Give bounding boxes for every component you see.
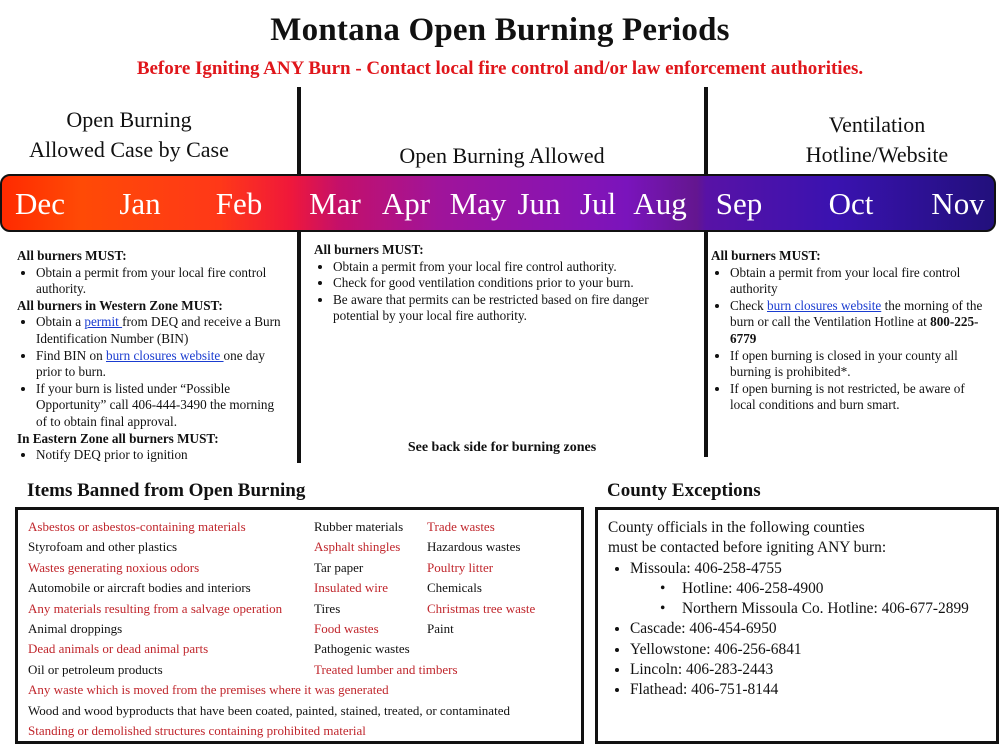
- right-bullet-check-website: • Check burn closures website the morning of the burn or call the Ventilation Hotline at 800-225-6779: [730, 298, 993, 348]
- burn-closures-link-right[interactable]: burn closures website: [767, 297, 882, 313]
- county-intro-line2: must be contacted before igniting ANY burn:: [608, 539, 887, 557]
- month-dec: Dec: [15, 186, 65, 221]
- county-intro-line1: County officials in the following counties: [608, 519, 865, 536]
- back-side-note: See back side for burning zones: [407, 440, 597, 455]
- banned-item: Chemicals: [427, 580, 482, 595]
- county-flathead: • Flathead: 406-751-8144: [630, 680, 1000, 700]
- middle-column: [314, 242, 694, 325]
- period-ventilation-heading: [752, 110, 1000, 170]
- month-oct: Oct: [828, 186, 874, 221]
- banned-item: Rubber materials: [314, 519, 404, 534]
- banned-item: Tar paper: [314, 560, 364, 575]
- page-subtitle: Before Igniting ANY Burn - Contact local fire control and/or law enforcement authorities.: [136, 58, 864, 79]
- left-column: [17, 248, 285, 464]
- left-bullet-permit: • Obtain a permit from your local fire control authority.: [36, 265, 285, 298]
- banned-item: Christmas tree waste: [427, 601, 536, 616]
- page-title: Montana Open Burning Periods: [270, 12, 730, 48]
- left-bullet-notify-deq: • Notify DEQ prior to ignition: [36, 447, 285, 464]
- county-exceptions-box: [595, 507, 999, 744]
- right-bullet-permit: • Obtain a permit from your local fire control authority: [730, 265, 993, 298]
- county-exceptions-content: [608, 518, 1000, 701]
- middle-bullet-restrictions: • Be aware that permits can be restricted based on fire danger potential by your local fire authority.: [333, 292, 694, 325]
- banned-item: Animal droppings: [28, 621, 123, 636]
- month-jun: Jun: [517, 186, 561, 221]
- month-sep: Sep: [715, 186, 763, 221]
- divider-line-left: [297, 87, 301, 463]
- banned-item: Pathogenic wastes: [314, 641, 410, 656]
- period-ventilation-line1: Ventilation: [828, 112, 926, 137]
- month-feb: Feb: [215, 186, 263, 221]
- banned-item: Insulated wire: [314, 580, 389, 595]
- right-column: [711, 248, 993, 414]
- divider-line-right: [704, 87, 708, 457]
- banned-item: Any waste which is moved from the premises where it was generated: [28, 682, 389, 697]
- left-heading-eastern-zone: In Eastern Zone all burners MUST:: [17, 430, 219, 446]
- banned-item: Tires: [314, 601, 341, 616]
- county-yellowstone: • Yellowstone: 406-256-6841: [630, 640, 1000, 660]
- middle-heading-all-burners: All burners MUST:: [314, 242, 424, 257]
- left-heading-all-burners: All burners MUST:: [17, 248, 127, 263]
- banned-item: Any materials resulting from a salvage operation: [28, 601, 283, 616]
- banned-item: Treated lumber and timbers: [314, 662, 458, 677]
- banned-item: Poultry litter: [427, 560, 494, 575]
- banned-item: Paint: [427, 621, 454, 636]
- right-heading-all-burners: All burners MUST:: [711, 248, 821, 263]
- banned-item: Dead animals or dead animal parts: [28, 641, 209, 656]
- ventilation-hotline-number: 800-225-6779: [730, 314, 979, 346]
- banned-item: Wastes generating noxious odors: [28, 560, 200, 575]
- county-cascade: • Cascade: 406-454-6950: [630, 619, 1000, 639]
- left-bullet-deq-permit: • Obtain a permit from DEQ and receive a Burn Identification Number (BIN): [36, 314, 285, 347]
- month-jan: Jan: [119, 186, 161, 221]
- period-case-by-case-line2: Allowed Case by Case: [29, 137, 229, 162]
- month-jul: Jul: [579, 186, 617, 221]
- banned-item: Asphalt shingles: [314, 539, 401, 554]
- banned-item: Wood and wood byproducts that have been coated, painted, stained, treated, or contaminated: [28, 703, 510, 718]
- county-missoula: • Missoula: 406-258-4755 • Hotline: 406-258-4900 • Northern Missoula Co. Hotline: 406-677-2899: [630, 559, 1000, 620]
- county-missoula-hotline: • Hotline: 406-258-4900: [660, 579, 824, 597]
- banned-item: Automobile or aircraft bodies and interiors: [28, 580, 251, 595]
- permit-link[interactable]: permit: [84, 314, 123, 330]
- period-case-by-case-heading: [0, 105, 258, 165]
- month-may: May: [449, 186, 507, 221]
- right-bullet-closed-county: • If open burning is closed in your county all burning is prohibited*.: [730, 348, 993, 381]
- right-bullet-not-restricted: • If open burning is not restricted, be aware of local conditions and burn smart.: [730, 381, 993, 414]
- month-band: [0, 174, 996, 232]
- month-nov: Nov: [931, 186, 985, 221]
- banned-item: Oil or petroleum products: [28, 662, 163, 677]
- month-apr: Apr: [381, 186, 431, 221]
- county-exceptions-heading: County Exceptions: [607, 480, 761, 501]
- banned-item: Asbestos or asbestos-containing materials: [28, 519, 246, 534]
- banned-item: Food wastes: [314, 621, 379, 636]
- period-case-by-case-line1: Open Burning: [66, 107, 192, 132]
- month-mar: Mar: [309, 186, 361, 221]
- period-allowed-heading: Open Burning Allowed: [399, 143, 605, 168]
- period-ventilation-line2: Hotline/Website: [805, 142, 949, 167]
- banned-item: Hazardous wastes: [427, 539, 521, 554]
- county-missoula-north-hotline: • Northern Missoula Co. Hotline: 406-677-2899: [660, 600, 969, 618]
- banned-item: Styrofoam and other plastics: [28, 539, 178, 554]
- month-aug: Aug: [633, 186, 687, 221]
- left-bullet-possible-opportunity: • If your burn is listed under “Possible Opportunity” call 406-444-3490 the morning of to obtain final approval.: [36, 381, 285, 431]
- banned-item: Trade wastes: [427, 519, 495, 534]
- banned-item: Standing or demolished structures containing prohibited material: [28, 723, 366, 738]
- left-bullet-find-bin: • Find BIN on burn closures website one day prior to burn.: [36, 348, 285, 381]
- county-lincoln: • Lincoln: 406-283-2443: [630, 660, 1000, 680]
- burn-closures-link-left[interactable]: burn closures website: [105, 347, 224, 363]
- middle-bullet-permit: • Obtain a permit from your local fire control authority.: [333, 259, 694, 276]
- left-heading-western-zone: All burners in Western Zone MUST:: [17, 297, 223, 313]
- middle-bullet-ventilation: • Check for good ventilation conditions prior to your burn.: [333, 275, 694, 292]
- banned-items-box: [15, 507, 584, 744]
- banned-items-heading: Items Banned from Open Burning: [27, 480, 306, 501]
